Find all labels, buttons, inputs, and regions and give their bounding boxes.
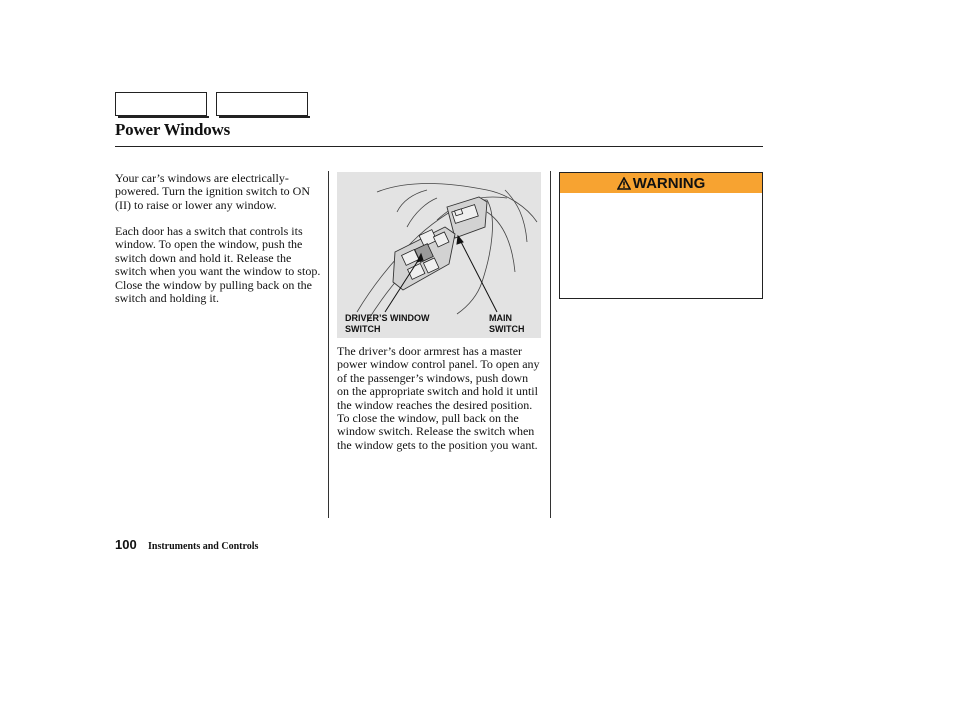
title-divider: [115, 146, 763, 147]
main-switch-label: MAIN SWITCH: [489, 313, 525, 334]
warning-triangle-icon: [617, 177, 631, 190]
warning-label: WARNING: [632, 174, 706, 192]
nav-previous-button[interactable]: [115, 92, 207, 116]
page-title: Power Windows: [115, 120, 231, 139]
warning-header: [560, 173, 762, 193]
intro-paragraph: Your car’s windows are electrically-powered. Turn the ignition switch to ON (II) to raise or lower any window.: [115, 171, 310, 212]
master-panel-paragraph: The driver’s door armrest has a master power window control panel. To open any of the passenger’s windows, push down on the appropriate switch and hold it until the window reaches the desired position. To close the window, pull back on the window switch. Release the switch when the window gets to the position you want.: [337, 344, 540, 452]
driver-window-switch-label: DRIVER’S WINDOW SWITCH: [345, 313, 430, 334]
door-switch-paragraph: Each door has a switch that controls its window. To open the window, push the switch down and hold it. Release the switch when you want the window to stop. Close the window by pulling back on the switch and holding it.: [115, 224, 321, 306]
warning-box: [559, 172, 763, 299]
page-number: 100: [115, 537, 137, 552]
window-switch-illustration: [337, 172, 541, 338]
section-name: Instruments and Controls: [148, 541, 259, 552]
column-divider-left: [328, 171, 329, 518]
nav-next-button[interactable]: [216, 92, 308, 116]
column-divider-right: [550, 171, 551, 518]
